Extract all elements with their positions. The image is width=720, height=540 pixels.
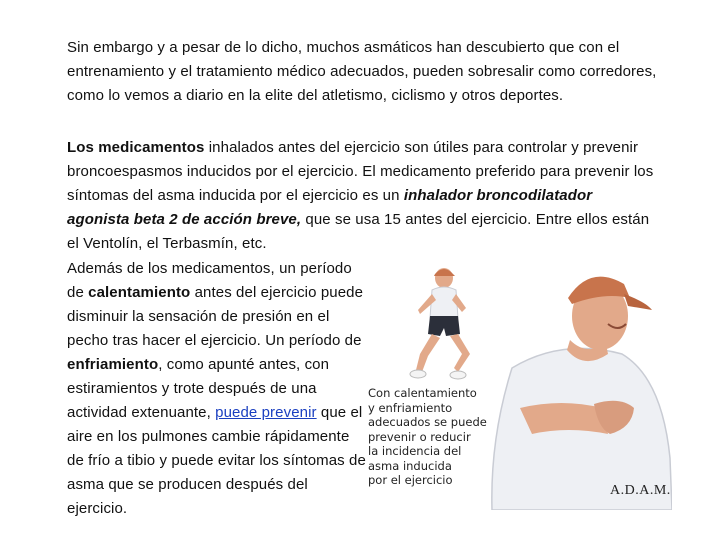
caption-line: adecuados se puede bbox=[368, 415, 487, 429]
paragraph-medications bbox=[67, 136, 657, 256]
warmup-text-d: que el aire en los pulmones cambie rápidamente de frío a tibio y puede evitar los síntomas de asma que se producen después del ejercicio. bbox=[67, 404, 366, 517]
warmup-text-c: , como apunté antes, con estiramientos y trote después de una actividad extenuante, bbox=[67, 356, 330, 421]
warmup-term: calentamiento bbox=[88, 284, 191, 301]
caption-line: por el ejercicio bbox=[368, 473, 453, 487]
runner-figure bbox=[410, 268, 470, 379]
caption-line: asma inducida bbox=[368, 458, 452, 473]
illustration-caption bbox=[368, 386, 508, 488]
paragraph-intro bbox=[67, 36, 657, 108]
caption-line: prevenir o reducir bbox=[368, 429, 471, 444]
adam-logo: A.D.A.M. bbox=[610, 483, 671, 498]
paragraph-warmup bbox=[67, 257, 367, 521]
medications-text-a: inhalados antes del ejercicio son útiles para controlar y prevenir broncoespasmos inducidos por el ejercicio. El medicamento preferido para prevenir los síntomas del asma inducida por el ejercicio es un bbox=[67, 139, 654, 204]
warmup-text-b: antes del ejercicio puede disminuir la sensación de presión en el pecho tras hacer el ejercicio. Un período de bbox=[67, 284, 364, 349]
warmup-text-a: Además de los medicamentos, un período de bbox=[67, 260, 352, 301]
man-chest-figure bbox=[492, 277, 672, 510]
caption-line: Con calentamiento bbox=[368, 386, 477, 400]
caption-line: y enfriamiento bbox=[368, 400, 453, 415]
paragraph-intro-text: Sin embargo y a pesar de lo dicho, muchos asmáticos han descubierto que con el entrenamiento y el tratamiento médico adecuados, pueden sobresalir como corredores, como lo vemos a diario en la elite del atletismo, ciclismo y otros deportes. bbox=[67, 39, 657, 104]
cooldown-term: enfriamiento bbox=[67, 356, 159, 373]
caption-line: la incidencia del bbox=[368, 444, 462, 458]
inhaler-emphasis: inhalador broncodilatador agonista beta 2 de acción breve, bbox=[67, 187, 593, 228]
medications-text-b: que se usa 15 antes del ejercicio. Entre ellos están el Ventolín, el Terbasmín, etc. bbox=[67, 211, 650, 252]
medications-heading: Los medicamentos bbox=[67, 139, 205, 156]
prevent-link[interactable]: puede prevenir bbox=[215, 404, 317, 421]
